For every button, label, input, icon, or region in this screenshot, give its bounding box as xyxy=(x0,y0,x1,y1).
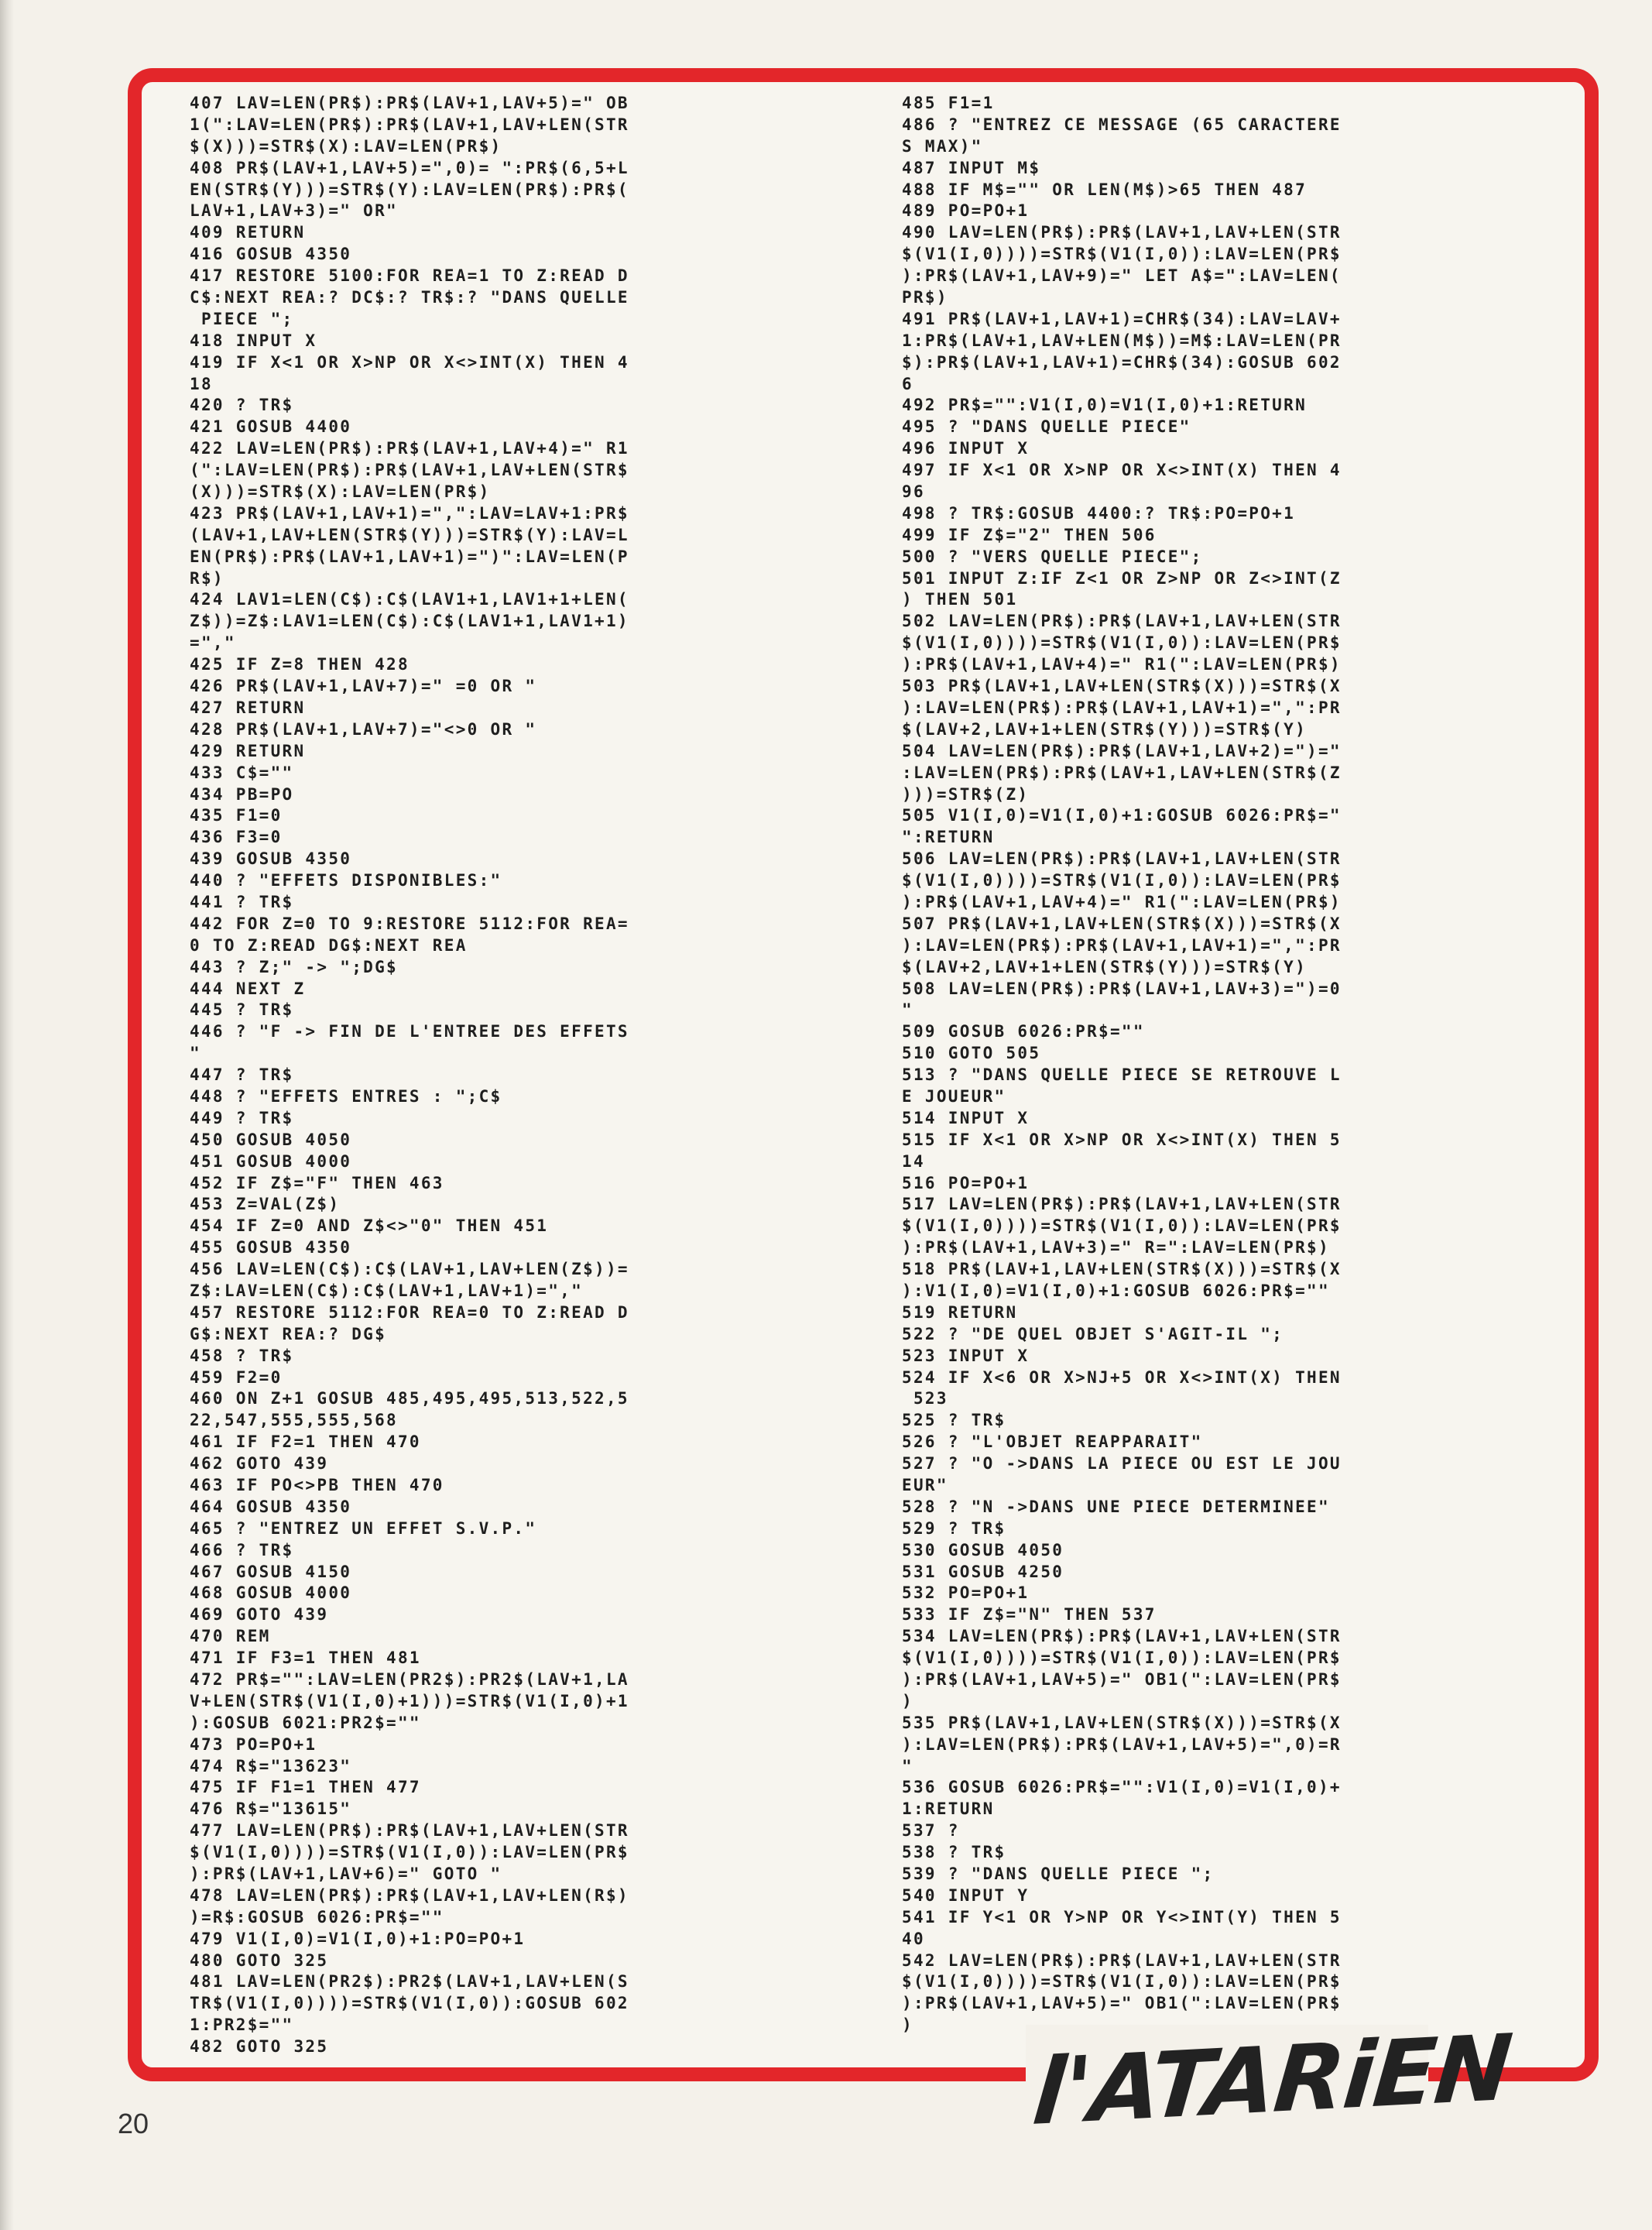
code-line: 519 RETURN xyxy=(902,1302,1018,1322)
code-line: 542 LAV=LEN(PR$):PR$(LAV+1,LAV+LEN(STR xyxy=(902,1950,1342,1970)
code-line: 424 LAV1=LEN(C$):C$(LAV1+1,LAV1+1+LEN( xyxy=(190,590,629,609)
code-line: ):PR$(LAV+1,LAV+5)=" OB1(":LAV=LEN(PR$ xyxy=(902,1994,1342,2013)
code-line: ":RETURN xyxy=(902,828,995,847)
code-line: EN(STR$(Y)))=STR$(Y):LAV=LEN(PR$):PR$( xyxy=(190,180,629,199)
code-line: 442 FOR Z=0 TO 9:RESTORE 5112:FOR REA= xyxy=(190,914,629,933)
code-line: 500 ? "VERS QUELLE PIECE"; xyxy=(902,547,1203,566)
code-line: 533 IF Z$="N" THEN 537 xyxy=(902,1605,1157,1624)
code-line: 506 LAV=LEN(PR$):PR$(LAV+1,LAV+LEN(STR xyxy=(902,849,1342,869)
code-line: 491 PR$(LAV+1,LAV+1)=CHR$(34):LAV=LAV+ xyxy=(902,309,1342,328)
code-line: 537 ? xyxy=(902,1821,960,1841)
code-line: $(V1(I,0))))=STR$(V1(I,0)):LAV=LEN(PR$ xyxy=(902,871,1342,890)
code-line: 0 TO Z:READ DG$:NEXT REA xyxy=(190,935,468,955)
code-line: 456 LAV=LEN(C$):C$(LAV+1,LAV+LEN(Z$))= xyxy=(190,1260,629,1279)
code-line: 489 PO=PO+1 xyxy=(902,201,1030,221)
code-line: 504 LAV=LEN(PR$):PR$(LAV+1,LAV+2)=")=" xyxy=(902,741,1342,760)
code-line: 497 IF X<1 OR X>NP OR X<>INT(X) THEN 4 xyxy=(902,461,1342,480)
code-line: 451 GOSUB 4000 xyxy=(190,1151,352,1171)
code-line: " xyxy=(190,1044,201,1063)
code-line: 523 xyxy=(902,1389,948,1408)
code-line: )=R$:GOSUB 6026:PR$="" xyxy=(190,1907,444,1926)
code-line: ):PR$(LAV+1,LAV+9)=" LET A$=":LAV=LEN( xyxy=(902,266,1342,286)
code-line: 499 IF Z$="2" THEN 506 xyxy=(902,525,1157,544)
code-line: 536 GOSUB 6026:PR$="":V1(I,0)=V1(I,0)+ xyxy=(902,1778,1342,1797)
code-line: ):PR$(LAV+1,LAV+4)=" R1(":LAV=LEN(PR$) xyxy=(902,892,1342,911)
code-line: 464 GOSUB 4350 xyxy=(190,1497,352,1516)
listing-right-column xyxy=(902,93,1591,2035)
logo-text: l'ATARiEN xyxy=(1029,2014,1515,2146)
code-line: 524 IF X<6 OR X>NJ+5 OR X<>INT(X) THEN xyxy=(902,1367,1342,1387)
code-line: ):PR$(LAV+1,LAV+5)=" OB1(":LAV=LEN(PR$ xyxy=(902,1670,1342,1690)
listing-left-column xyxy=(190,93,879,2064)
code-line: ):LAV=LEN(PR$):PR$(LAV+1,LAV+1)=",":PR xyxy=(902,935,1342,955)
code-line: 18 xyxy=(190,374,213,393)
code-line: 449 ? TR$ xyxy=(190,1108,294,1127)
code-line: $):PR$(LAV+1,LAV+1)=CHR$(34):GOSUB 602 xyxy=(902,352,1342,372)
code-line: $(V1(I,0))))=STR$(V1(I,0)):LAV=LEN(PR$ xyxy=(902,1972,1342,1992)
code-line: 495 ? "DANS QUELLE PIECE" xyxy=(902,417,1191,437)
code-line: 532 PO=PO+1 xyxy=(902,1583,1030,1603)
code-line: 455 GOSUB 4350 xyxy=(190,1238,352,1257)
code-line: 525 ? TR$ xyxy=(902,1411,1006,1430)
code-line: ):LAV=LEN(PR$):PR$(LAV+1,LAV+1)=",":PR xyxy=(902,698,1342,717)
code-line: 420 ? TR$ xyxy=(190,396,294,415)
code-line: 440 ? "EFFETS DISPONIBLES:" xyxy=(190,871,502,890)
code-line: 428 PR$(LAV+1,LAV+7)="<>0 OR " xyxy=(190,719,537,739)
code-line: 453 Z=VAL(Z$) xyxy=(190,1195,341,1214)
code-line: 429 RETURN xyxy=(190,741,306,760)
code-line: 516 PO=PO+1 xyxy=(902,1173,1030,1192)
code-line: ):V1(I,0)=V1(I,0)+1:GOSUB 6026:PR$="" xyxy=(902,1281,1330,1300)
code-line: Z$))=Z$:LAV1=LEN(C$):C$(LAV1+1,LAV1+1) xyxy=(190,612,629,631)
code-line: ):GOSUB 6021:PR2$="" xyxy=(190,1713,421,1732)
code-line: 534 LAV=LEN(PR$):PR$(LAV+1,LAV+LEN(STR xyxy=(902,1627,1342,1646)
code-line: 423 PR$(LAV+1,LAV+1)=",":LAV=LAV+1:PR$ xyxy=(190,503,629,523)
code-line: 422 LAV=LEN(PR$):PR$(LAV+1,LAV+4)=" R1 xyxy=(190,439,629,458)
code-line: ) xyxy=(902,1691,913,1710)
code-line: 409 RETURN xyxy=(190,223,306,242)
code-line: 447 ? TR$ xyxy=(190,1065,294,1085)
code-line: 1:PR$(LAV+1,LAV+LEN(M$))=M$:LAV=LEN(PR xyxy=(902,331,1342,350)
code-line: 434 PB=PO xyxy=(190,784,294,804)
code-line: $(V1(I,0))))=STR$(V1(I,0)):LAV=LEN(PR$ xyxy=(902,1648,1342,1668)
code-line: 469 GOTO 439 xyxy=(190,1605,329,1624)
code-line: 513 ? "DANS QUELLE PIECE SE RETROUVE L xyxy=(902,1065,1342,1085)
code-line: 539 ? "DANS QUELLE PIECE "; xyxy=(902,1865,1215,1884)
code-line: 419 IF X<1 OR X>NP OR X<>INT(X) THEN 4 xyxy=(190,352,629,372)
code-line: 530 GOSUB 4050 xyxy=(902,1540,1064,1559)
code-line: S MAX)" xyxy=(902,136,983,156)
code-line: 485 F1=1 xyxy=(902,94,995,112)
code-line: 416 GOSUB 4350 xyxy=(190,245,352,264)
code-line: E JOUEUR" xyxy=(902,1086,1006,1106)
code-line: 436 F3=0 xyxy=(190,828,283,847)
code-line: ):PR$(LAV+1,LAV+6)=" GOTO " xyxy=(190,1865,502,1884)
code-line: LAV+1,LAV+3)=" OR" xyxy=(190,201,398,221)
code-line: 465 ? "ENTREZ UN EFFET S.V.P." xyxy=(190,1518,537,1538)
code-line: V+LEN(STR$(V1(I,0)+1)))=STR$(V1(I,0)+1 xyxy=(190,1691,629,1710)
code-line: 427 RETURN xyxy=(190,698,306,717)
page-spine-shadow xyxy=(0,0,14,2230)
code-line: 443 ? Z;" -> ";DG$ xyxy=(190,957,398,976)
code-line: (":LAV=LEN(PR$):PR$(LAV+1,LAV+LEN(STR$ xyxy=(190,461,629,480)
code-line: 446 ? "F -> FIN DE L'ENTREE DES EFFETS xyxy=(190,1022,629,1041)
code-line: $(X)))=STR$(X):LAV=LEN(PR$) xyxy=(190,136,502,156)
code-line: EUR" xyxy=(902,1476,948,1494)
code-line: 522 ? "DE QUEL OBJET S'AGIT-IL "; xyxy=(902,1324,1284,1343)
code-line: 478 LAV=LEN(PR$):PR$(LAV+1,LAV+LEN(R$) xyxy=(190,1885,629,1905)
code-line: 503 PR$(LAV+1,LAV+LEN(STR$(X)))=STR$(X xyxy=(902,677,1342,696)
code-line: ="," xyxy=(190,633,236,653)
code-line: 459 F2=0 xyxy=(190,1367,283,1387)
code-line: 463 IF PO<>PB THEN 470 xyxy=(190,1476,444,1494)
code-line: 96 xyxy=(902,482,925,502)
code-line: 498 ? TR$:GOSUB 4400:? TR$:PO=PO+1 xyxy=(902,503,1296,523)
code-line: 501 INPUT Z:IF Z<1 OR Z>NP OR Z<>INT(Z xyxy=(902,568,1342,588)
code-line: 486 ? "ENTREZ CE MESSAGE (65 CARACTERE xyxy=(902,115,1342,134)
code-line: 6 xyxy=(902,374,913,393)
code-line: 509 GOSUB 6026:PR$="" xyxy=(902,1022,1145,1041)
code-line: ):PR$(LAV+1,LAV+4)=" R1(":LAV=LEN(PR$) xyxy=(902,655,1342,674)
code-line: 473 PO=PO+1 xyxy=(190,1734,317,1754)
code-line: 470 REM xyxy=(190,1627,271,1646)
code-line: $(V1(I,0))))=STR$(V1(I,0)):LAV=LEN(PR$ xyxy=(190,1843,629,1862)
code-line: " xyxy=(902,1000,913,1020)
code-line: 40 xyxy=(902,1929,925,1948)
code-line: 421 GOSUB 4400 xyxy=(190,417,352,437)
code-line: 417 RESTORE 5100:FOR REA=1 TO Z:READ D xyxy=(190,266,629,286)
code-line: 531 GOSUB 4250 xyxy=(902,1562,1064,1581)
code-line: ) xyxy=(902,2016,913,2035)
code-line: (LAV+1,LAV+LEN(STR$(Y)))=STR$(Y):LAV=L xyxy=(190,525,629,544)
code-line: 418 INPUT X xyxy=(190,331,317,350)
code-line: 481 LAV=LEN(PR2$):PR2$(LAV+1,LAV+LEN(S xyxy=(190,1972,629,1992)
code-line: 479 V1(I,0)=V1(I,0)+1:PO=PO+1 xyxy=(190,1929,526,1948)
code-line: 527 ? "O ->DANS LA PIECE OU EST LE JOU xyxy=(902,1454,1342,1474)
code-line: 528 ? "N ->DANS UNE PIECE DETERMINEE" xyxy=(902,1497,1330,1516)
code-line: TR$(V1(I,0))))=STR$(V1(I,0)):GOSUB 602 xyxy=(190,1994,629,2013)
code-line: PR$) xyxy=(902,288,948,307)
code-line: 496 INPUT X xyxy=(902,439,1030,458)
code-line: 467 GOSUB 4150 xyxy=(190,1562,352,1581)
code-line: 1:RETURN xyxy=(902,1799,995,1819)
code-line: 457 RESTORE 5112:FOR REA=0 TO Z:READ D xyxy=(190,1302,629,1322)
code-line: 523 INPUT X xyxy=(902,1346,1030,1365)
code-line: 468 GOSUB 4000 xyxy=(190,1583,352,1603)
code-line: 510 GOTO 505 xyxy=(902,1044,1041,1063)
code-line: 471 IF F3=1 THEN 481 xyxy=(190,1648,421,1668)
code-line: 526 ? "L'OBJET REAPPARAIT" xyxy=(902,1432,1203,1452)
code-line: 475 IF F1=1 THEN 477 xyxy=(190,1778,421,1797)
code-line: 460 ON Z+1 GOSUB 485,495,495,513,522,5 xyxy=(190,1389,629,1408)
code-line: 439 GOSUB 4350 xyxy=(190,849,352,869)
code-line: 472 PR$="":LAV=LEN(PR2$):PR2$(LAV+1,LA xyxy=(190,1670,629,1690)
code-line: )))=STR$(Z) xyxy=(902,784,1030,804)
code-line: $(LAV+2,LAV+1+LEN(STR$(Y)))=STR$(Y) xyxy=(902,957,1308,976)
code-line: $(LAV+2,LAV+1+LEN(STR$(Y)))=STR$(Y) xyxy=(902,719,1308,739)
page-number: 20 xyxy=(118,2108,149,2139)
code-line: 1(":LAV=LEN(PR$):PR$(LAV+1,LAV+LEN(STR xyxy=(190,115,629,134)
code-line: 487 INPUT M$ xyxy=(902,158,1041,177)
code-line: 1:PR2$="" xyxy=(190,2016,294,2035)
code-line: 507 PR$(LAV+1,LAV+LEN(STR$(X)))=STR$(X xyxy=(902,914,1342,933)
code-line: EN(PR$):PR$(LAV+1,LAV+1)=")":LAV=LEN(P xyxy=(190,547,629,566)
code-line: $(V1(I,0))))=STR$(V1(I,0)):LAV=LEN(PR$ xyxy=(902,1216,1342,1236)
code-line: 515 IF X<1 OR X>NP OR X<>INT(X) THEN 5 xyxy=(902,1130,1342,1149)
code-line: 448 ? "EFFETS ENTRES : ";C$ xyxy=(190,1086,502,1106)
code-line: 426 PR$(LAV+1,LAV+7)=" =0 OR " xyxy=(190,677,537,696)
code-line: 458 ? TR$ xyxy=(190,1346,294,1365)
code-line: 535 PR$(LAV+1,LAV+LEN(STR$(X)))=STR$(X xyxy=(902,1713,1342,1732)
code-line: 476 R$="13615" xyxy=(190,1799,352,1819)
code-line: 492 PR$="":V1(I,0)=V1(I,0)+1:RETURN xyxy=(902,396,1308,415)
code-line: 514 INPUT X xyxy=(902,1108,1030,1127)
code-line: (X)))=STR$(X):LAV=LEN(PR$) xyxy=(190,482,491,502)
code-line: 425 IF Z=8 THEN 428 xyxy=(190,655,410,674)
code-line: 22,547,555,555,568 xyxy=(190,1411,398,1430)
magazine-logo xyxy=(1026,2014,1515,2146)
code-line: 445 ? TR$ xyxy=(190,1000,294,1020)
code-line: 450 GOSUB 4050 xyxy=(190,1130,352,1149)
code-line: 435 F1=0 xyxy=(190,806,283,825)
code-line: 480 GOTO 325 xyxy=(190,1950,329,1970)
code-line: 474 R$="13623" xyxy=(190,1756,352,1775)
code-line: 490 LAV=LEN(PR$):PR$(LAV+1,LAV+LEN(STR xyxy=(902,223,1342,242)
code-line: ):PR$(LAV+1,LAV+3)=" R=":LAV=LEN(PR$) xyxy=(902,1238,1330,1257)
code-line: 433 C$="" xyxy=(190,763,294,782)
code-line: 518 PR$(LAV+1,LAV+LEN(STR$(X)))=STR$(X xyxy=(902,1260,1342,1279)
code-line: 444 NEXT Z xyxy=(190,979,306,998)
code-line: 505 V1(I,0)=V1(I,0)+1:GOSUB 6026:PR$=" xyxy=(902,806,1342,825)
code-line: Z$:LAV=LEN(C$):C$(LAV+1,LAV+1)="," xyxy=(190,1281,584,1300)
code-line: ) THEN 501 xyxy=(902,590,1018,609)
code-line: 462 GOTO 439 xyxy=(190,1454,329,1474)
code-line: 454 IF Z=0 AND Z$<>"0" THEN 451 xyxy=(190,1216,549,1236)
code-line: 408 PR$(LAV+1,LAV+5)=",0)= ":PR$(6,5+L xyxy=(190,158,629,177)
code-line: 477 LAV=LEN(PR$):PR$(LAV+1,LAV+LEN(STR xyxy=(190,1821,629,1841)
code-line: C$:NEXT REA:? DC$:? TR$:? "DANS QUELLE xyxy=(190,288,629,307)
code-line: 441 ? TR$ xyxy=(190,892,294,911)
code-line: ):LAV=LEN(PR$):PR$(LAV+1,LAV+5)=",0)=R xyxy=(902,1734,1342,1754)
code-line: G$:NEXT REA:? DG$ xyxy=(190,1324,387,1343)
code-line: :LAV=LEN(PR$):PR$(LAV+1,LAV+LEN(STR$(Z xyxy=(902,763,1342,782)
code-line: 452 IF Z$="F" THEN 463 xyxy=(190,1173,444,1192)
code-line: 508 LAV=LEN(PR$):PR$(LAV+1,LAV+3)=")=0 xyxy=(902,979,1342,998)
code-line: 517 LAV=LEN(PR$):PR$(LAV+1,LAV+LEN(STR xyxy=(902,1195,1342,1214)
code-line: 482 GOTO 325 xyxy=(190,2037,329,2057)
code-line: " xyxy=(902,1756,913,1775)
code-line: PIECE "; xyxy=(190,309,294,328)
code-line: 502 LAV=LEN(PR$):PR$(LAV+1,LAV+LEN(STR xyxy=(902,612,1342,631)
code-line: 541 IF Y<1 OR Y>NP OR Y<>INT(Y) THEN 5 xyxy=(902,1907,1342,1926)
code-line: 538 ? TR$ xyxy=(902,1843,1006,1862)
code-line: 529 ? TR$ xyxy=(902,1518,1006,1538)
code-line: $(V1(I,0))))=STR$(V1(I,0)):LAV=LEN(PR$ xyxy=(902,245,1342,264)
code-line: 14 xyxy=(902,1151,925,1171)
code-line: 488 IF M$="" OR LEN(M$)>65 THEN 487 xyxy=(902,180,1308,199)
code-line: 540 INPUT Y xyxy=(902,1885,1030,1905)
code-line: $(V1(I,0))))=STR$(V1(I,0)):LAV=LEN(PR$ xyxy=(902,633,1342,653)
code-line: 407 LAV=LEN(PR$):PR$(LAV+1,LAV+5)=" OB xyxy=(190,94,629,112)
code-line: 466 ? TR$ xyxy=(190,1540,294,1559)
code-line: R$) xyxy=(190,568,224,588)
code-line: 461 IF F2=1 THEN 470 xyxy=(190,1432,421,1452)
